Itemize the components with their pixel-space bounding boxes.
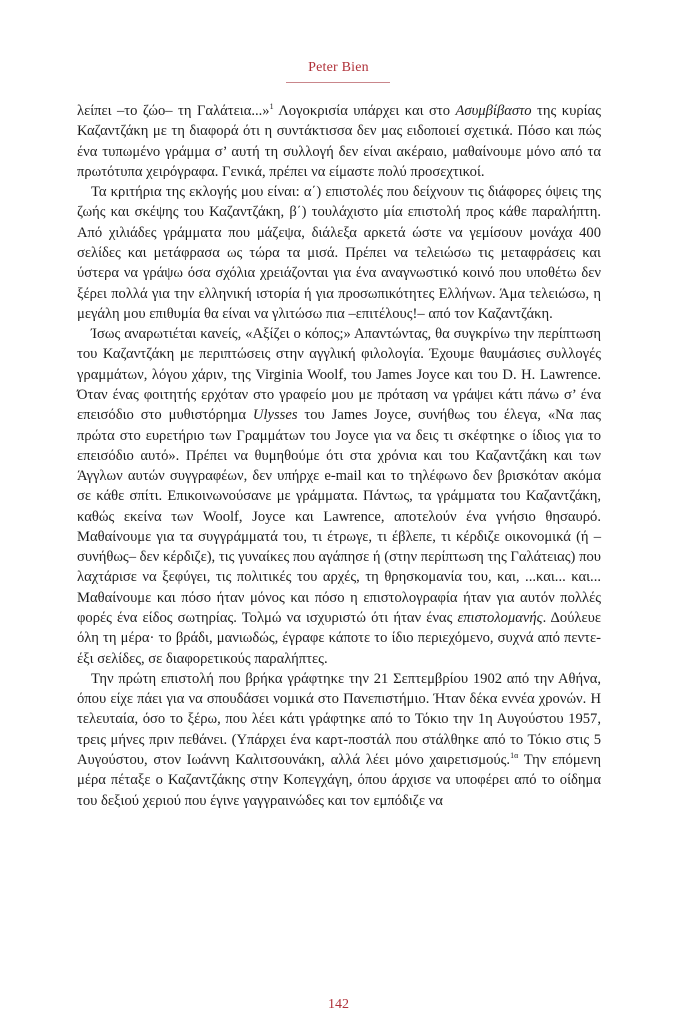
text-run: . Δούλευε όλη τη μέρα· το βράδι, μανιωδώς, έγραφε κάποτε το ίδιο περιεχόμενο, συχνά από πεντε-έξι σελίδες, σε διαφορετικούς παραλήπτες. xyxy=(77,610,601,667)
text-run: της κυρίας Καζαντζάκη με τη διαφορά ότι η συντάκτισσα δεν μας ειδοποιεί σχετικά. Πόσο και πώς ένα τυπωμένο γράμμα σ’ αυτή τη συλλογή δεν είναι ακέραιο, μαθαίνουμε μόνο από τα πρωτότυπα χειρόγραφα. Γενικά, πρέπει να είμαστε πολύ προσεχτικοί. xyxy=(77,103,601,180)
paragraph-3 xyxy=(77,324,601,669)
paragraph-1 xyxy=(77,101,601,182)
page-number: 142 xyxy=(328,997,349,1012)
paragraph-2: Τα κριτήρια της εκλογής μου είναι: α΄) επιστολές που δείχνουν τις διάφορες όψεις της ζωής και σκέψης του Καζαντζάκη, β΄) τουλάχιστο μία επιστολή προς κάθε παραλήπτη. Από χιλιάδες γράμματα που μάζεψα, διάλεξα αρκετά ώστε να γεμίσουν μονάχα 400 σελίδες και μετάφρασα ως τώρα τα μισά. Πρέπει να τελειώσω τις μεταφράσεις και ύστερα να γράψω όσα σχόλια χρειάζονται για ένα αναγνωστικό κοινό που υποθέτω δεν ξέρει πολλά για την ελληνική ιστορία ή για προσωπικότητες Ελλήνων. Άμα τελειώσω, η μεγάλη μου επιθυμία θα είναι να γλιτώσω πια –επιτέλους!– από τον Καζαντζάκη. xyxy=(77,184,601,322)
footnote-marker: 1 xyxy=(269,102,274,112)
running-head: Peter Bien xyxy=(308,60,369,75)
header-rule xyxy=(286,82,390,83)
italic-title: Ασυμβίβαστο xyxy=(455,103,532,119)
italic-term: επιστολομανής xyxy=(457,610,543,627)
body-text xyxy=(77,101,601,811)
italic-title: Ulysses xyxy=(252,407,298,424)
text-run: Λογοκρισία υπάρχει και στο xyxy=(273,103,456,119)
text-run: Την επόμενη μέρα πέταξε ο Καζαντζάκης στην Κοπεγχάγη, όπου άρχισε να υποφέρει από το οίδημα του δεξιού χεριού που έγινε γαγγραινώδες και τον εμπόδιζε να xyxy=(77,752,601,809)
text-run: Την πρώτη επιστολή που βρήκα γράφτηκε την 21 Σεπτεμβρίου 1902 από την Αθήνα, όπου είχε πάει για να σπουδάσει νομικά στο Πανεπιστήμιο. Ήταν δέκα εννέα χρονών. Η τελευταία, όσο το ξέρω, που λέει κάτι γράφτηκε από το Τόκιο την 1η Αυγούστου 1957, τρεις μήνες πριν πεθάνει. (Υπάρχει ένα καρτ-ποστάλ που στάλθηκε από το Τόκιο στις 5 Αυγούστου, στον Ιωάννη Καλιτσουνάκη, αλλά λέει μόνο χαιρετισμούς. xyxy=(77,670,601,768)
text-run: λείπει –το ζώο– τη Γαλάτεια...» xyxy=(77,103,270,119)
text-run: του James Joyce, συνήθως του έλεγα, «Να πας πρώτα στο ευρετήριο των Γραμμάτων του Joyce για να δεις τι σκέφτηκε ο ίδιος για το επεισόδιο αυτό». Πρέπει να θυμηθούμε ότι στα χρόνια και του Καζαντζάκη και των Άγγλων αυτών συγγραφέων, δεν υπήρχε e-mail και το τηλέφωνο δεν βρισκόταν ακόμα σε κάθε σπίτι. Επικοινωνούσανε με γράμματα. Πάντως, τα γράμματα του Καζαντζάκη, καθώς εκείνα των Woolf, Joyce και Lawrence, αποτελούν ένα γνήσιο θησαυρό. Μαθαίνουμε για τα συγγράμματά του, τι έτρωγε, τι έβλεπε, τι κέρδιζε οικονομικά (ή –συνήθως– δεν κέρδιζε), τις γυναίκες που αγάπησε ή (στην περίπτωση της Γαλάτειας) που λαχτάρισε να ξεφύγει, τις πολιτικές του αρχές, τη θρησκομανία του, και, ...και... και... Μαθαίνουμε και πόσο ήταν μόνος και πόσο η επιστολογραφία ήταν για αυτόν πολλές φορές ένα είδος σωτηρίας. Τολμώ να ισχυριστώ ότι ήταν ένας xyxy=(77,407,601,627)
paragraph-4 xyxy=(77,669,601,811)
text-run: Ίσως αναρωτιέται κανείς, «Αξίζει ο κόπος;» Απαντώντας, θα συγκρίνω την περίπτωση του Καζαντζάκη με περιπτώσεις στην αγγλική φιλολογία. Έχουμε θαυμάσιες συλλογές γραμμάτων, λόγου χάριν, της Virginia Woolf, του James Joyce και του D. H. Lawrence. Όταν ένας φοιτητής ερχόταν στο γραφείο μου με πρόταση να γράψει κάτι πάνω σ’ ένα επεισόδιο στο μυθιστόρημα xyxy=(77,326,601,424)
footnote-marker: 1α xyxy=(510,751,519,761)
